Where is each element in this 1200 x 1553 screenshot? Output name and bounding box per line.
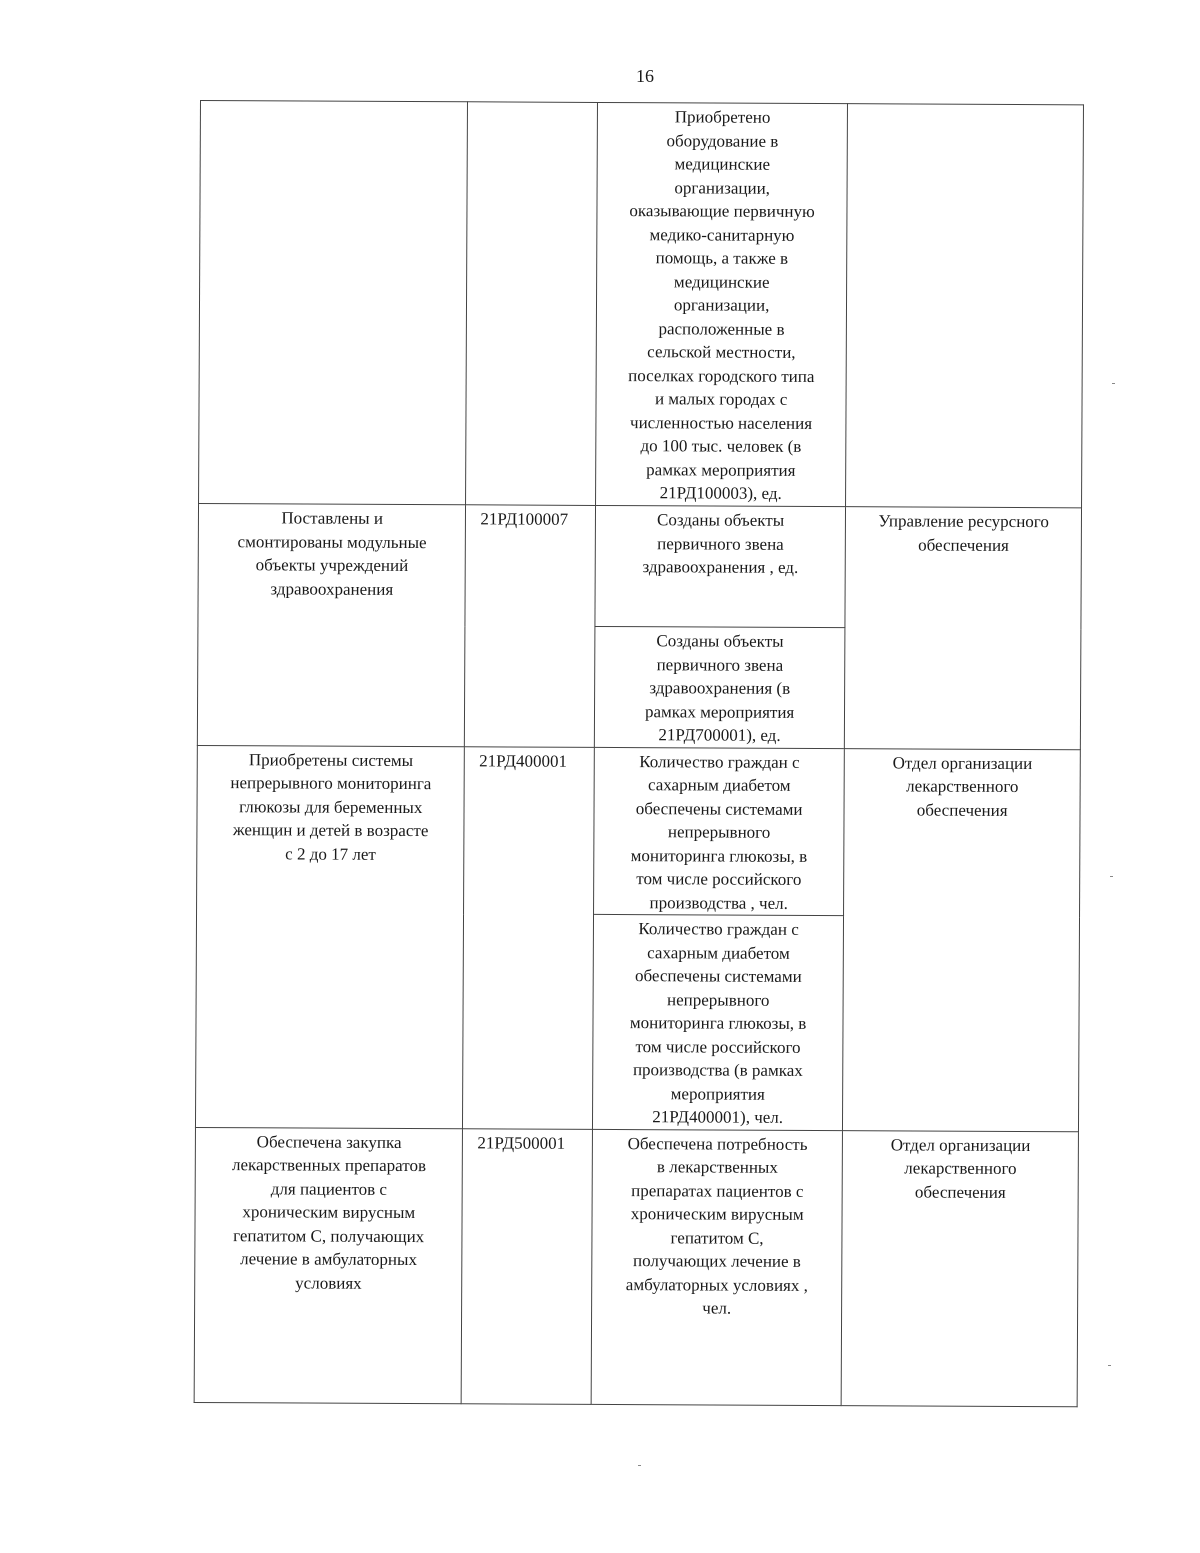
responsible-cell: Отдел организации лекарственного обеспечения xyxy=(841,1130,1078,1406)
code-cell: 21РД100007 xyxy=(465,505,596,747)
page-number: 16 xyxy=(636,66,654,86)
document-table xyxy=(194,100,1084,1407)
indicator-cell: Количество граждан с сахарным диабетом обеспечены системами непрерывного мониторинга глюкозы, в том числе российского производства , чел. xyxy=(593,747,844,916)
responsible-cell: Управление ресурсного обеспечения xyxy=(845,507,1082,750)
responsible-cell xyxy=(846,104,1084,508)
code-cell: 21РД500001 xyxy=(462,1128,593,1404)
scan-artifact xyxy=(1112,383,1115,384)
table-row xyxy=(199,101,1084,508)
result-cell: Обеспечена закупка лекарственных препаратов для пациентов с хроническим вирусным гепатитом С, получающих лечение в амбулаторных условиях xyxy=(194,1127,463,1403)
indicator-cell: Количество граждан с сахарным диабетом обеспечены системами непрерывного мониторинга глюкозы, в том числе российского производства (в рамках мероприятия 21РД400001), чел. xyxy=(592,914,843,1130)
code-cell xyxy=(466,102,597,506)
indicator-cell: Приобретено оборудование в медицинские организации, оказывающие первичную медико-санитарную помощь, а также в медицинские организации, расположенные в сельской местности, поселках городского типа и малых городах с численностью населения до 100 тыс. человек (в рамках мероприятия 21РД100003), ед. xyxy=(595,102,847,506)
result-cell xyxy=(199,101,468,505)
scan-artifact xyxy=(1108,1365,1111,1366)
result-cell: Поставлены и смонтированы модульные объекты учреждений здравоохранения xyxy=(197,503,466,746)
scan-artifact xyxy=(638,1465,641,1466)
table-row xyxy=(197,745,1081,917)
indicator-cell: Созданы объекты первичного звена здравоохранения (в рамках мероприятия 21РД700001), ед. xyxy=(594,626,845,748)
table-row xyxy=(198,503,1082,628)
code-cell: 21РД400001 xyxy=(463,746,594,1129)
scan-artifact xyxy=(1110,876,1113,877)
indicator-cell: Созданы объекты первичного звена здравоохранения , ед. xyxy=(595,505,846,627)
responsible-cell: Отдел организации лекарственного обеспечения xyxy=(843,748,1081,1131)
result-cell: Приобретены системы непрерывного мониторинга глюкозы для беременных женщин и детей в возрасте с 2 до 17 лет xyxy=(195,745,464,1128)
indicator-cell: Обеспечена потребность в лекарственных препаратах пациентов с хроническим вирусным гепатитом С, получающих лечение в амбулаторных условиях , чел. xyxy=(591,1129,843,1405)
table-row xyxy=(194,1127,1078,1406)
